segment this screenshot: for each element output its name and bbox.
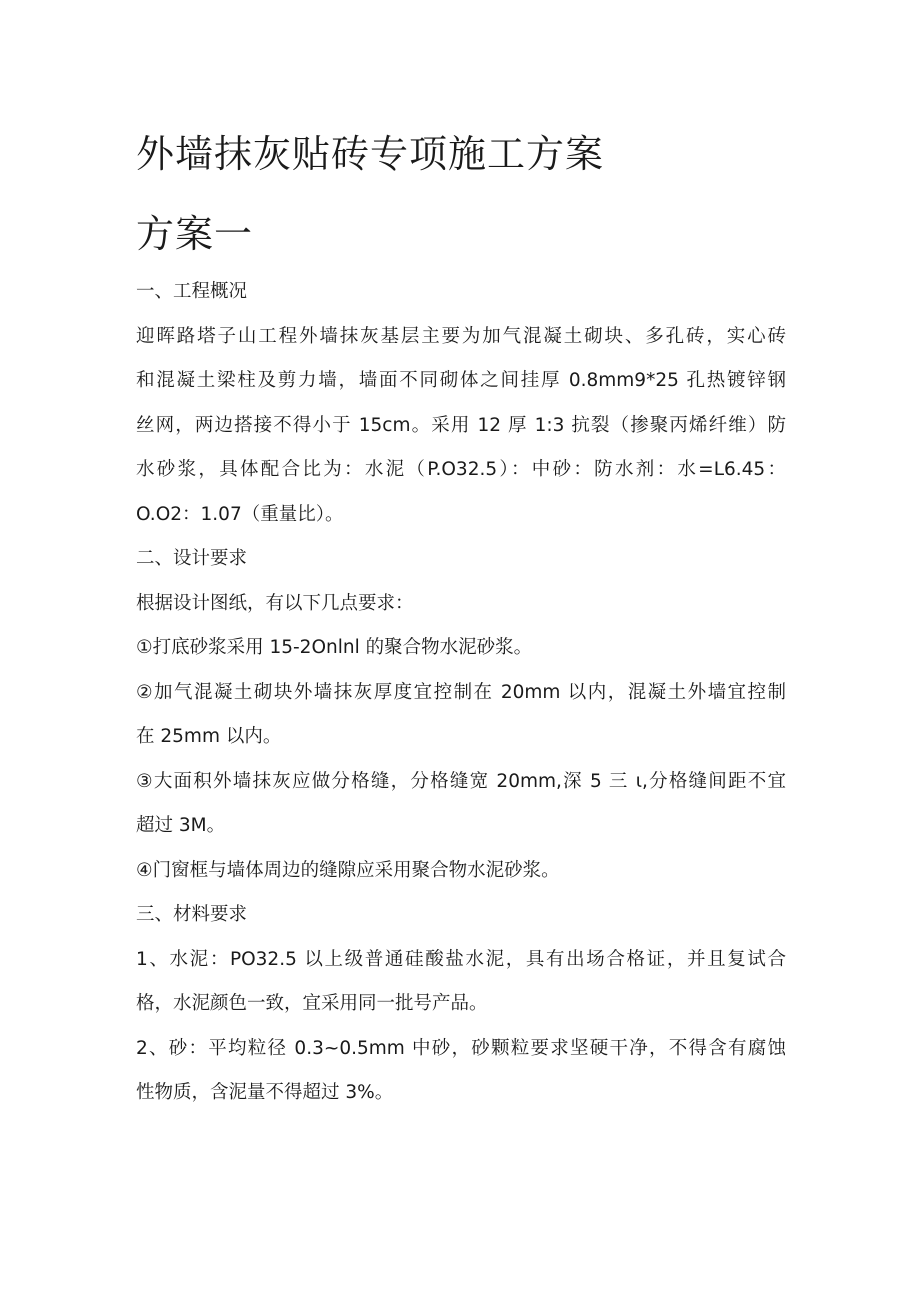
- section-heading-design: 二、设计要求: [136, 548, 248, 569]
- list-item-continued: 性物质，含泥量不得超过 3%。: [136, 1082, 394, 1103]
- section-heading-overview: 一、工程概况: [136, 281, 248, 302]
- document-title: 外墙抹灰贴砖专项施工方案: [136, 132, 605, 176]
- paragraph-line: O.O2：1.07（重量比）。: [136, 503, 344, 525]
- paragraph-line: 迎晖路塔子山工程外墙抹灰基层主要为加气混凝土砌块、多孔砖，实心砖: [136, 325, 786, 347]
- list-item: 1、水泥：PO32.5 以上级普通硅酸盐水泥，具有出场合格证，并且复试合: [136, 948, 786, 970]
- list-item-continued: 在 25mm 以内。: [136, 726, 282, 747]
- list-item: ④门窗框与墙体周边的缝隙应采用聚合物水泥砂浆。: [136, 859, 560, 881]
- section-heading-materials: 三、材料要求: [136, 904, 248, 925]
- paragraph-line: 根据设计图纸，有以下几点要求：: [136, 592, 414, 614]
- paragraph-line: 和混凝土梁柱及剪力墙，墙面不同砌体之间挂厚 0.8mm9*25 孔热镀锌钢: [136, 370, 786, 391]
- list-item-continued: 超过 3M。: [136, 815, 226, 836]
- list-item: ②加气混凝土砌块外墙抹灰厚度宜控制在 20mm 以内，混凝土外墙宜控制: [136, 681, 786, 703]
- document-body: [136, 270, 786, 1116]
- paragraph-line: 水砂浆，具体配合比为：水泥（P.O32.5）：中砂：防水剂：水=L6.45：: [136, 459, 786, 480]
- list-item: ③大面积外墙抹灰应做分格缝，分格缝宽 20mm,深 5 三 ι,分格缝间距不宜: [136, 770, 786, 792]
- document-subtitle: 方案一: [136, 212, 254, 256]
- list-item: 2、砂：平均粒径 0.3~0.5mm 中砂，砂颗粒要求坚硬干净，不得含有腐蚀: [136, 1037, 786, 1059]
- paragraph-line: 丝网，两边搭接不得小于 15cm。采用 12 厚 1:3 抗裂（掺聚丙烯纤维）防: [136, 414, 786, 436]
- list-item-continued: 格，水泥颜色一致，宜采用同一批号产品。: [136, 993, 488, 1014]
- list-item: ①打底砂浆采用 15-2Onlnl 的聚合物水泥砂浆。: [136, 637, 533, 658]
